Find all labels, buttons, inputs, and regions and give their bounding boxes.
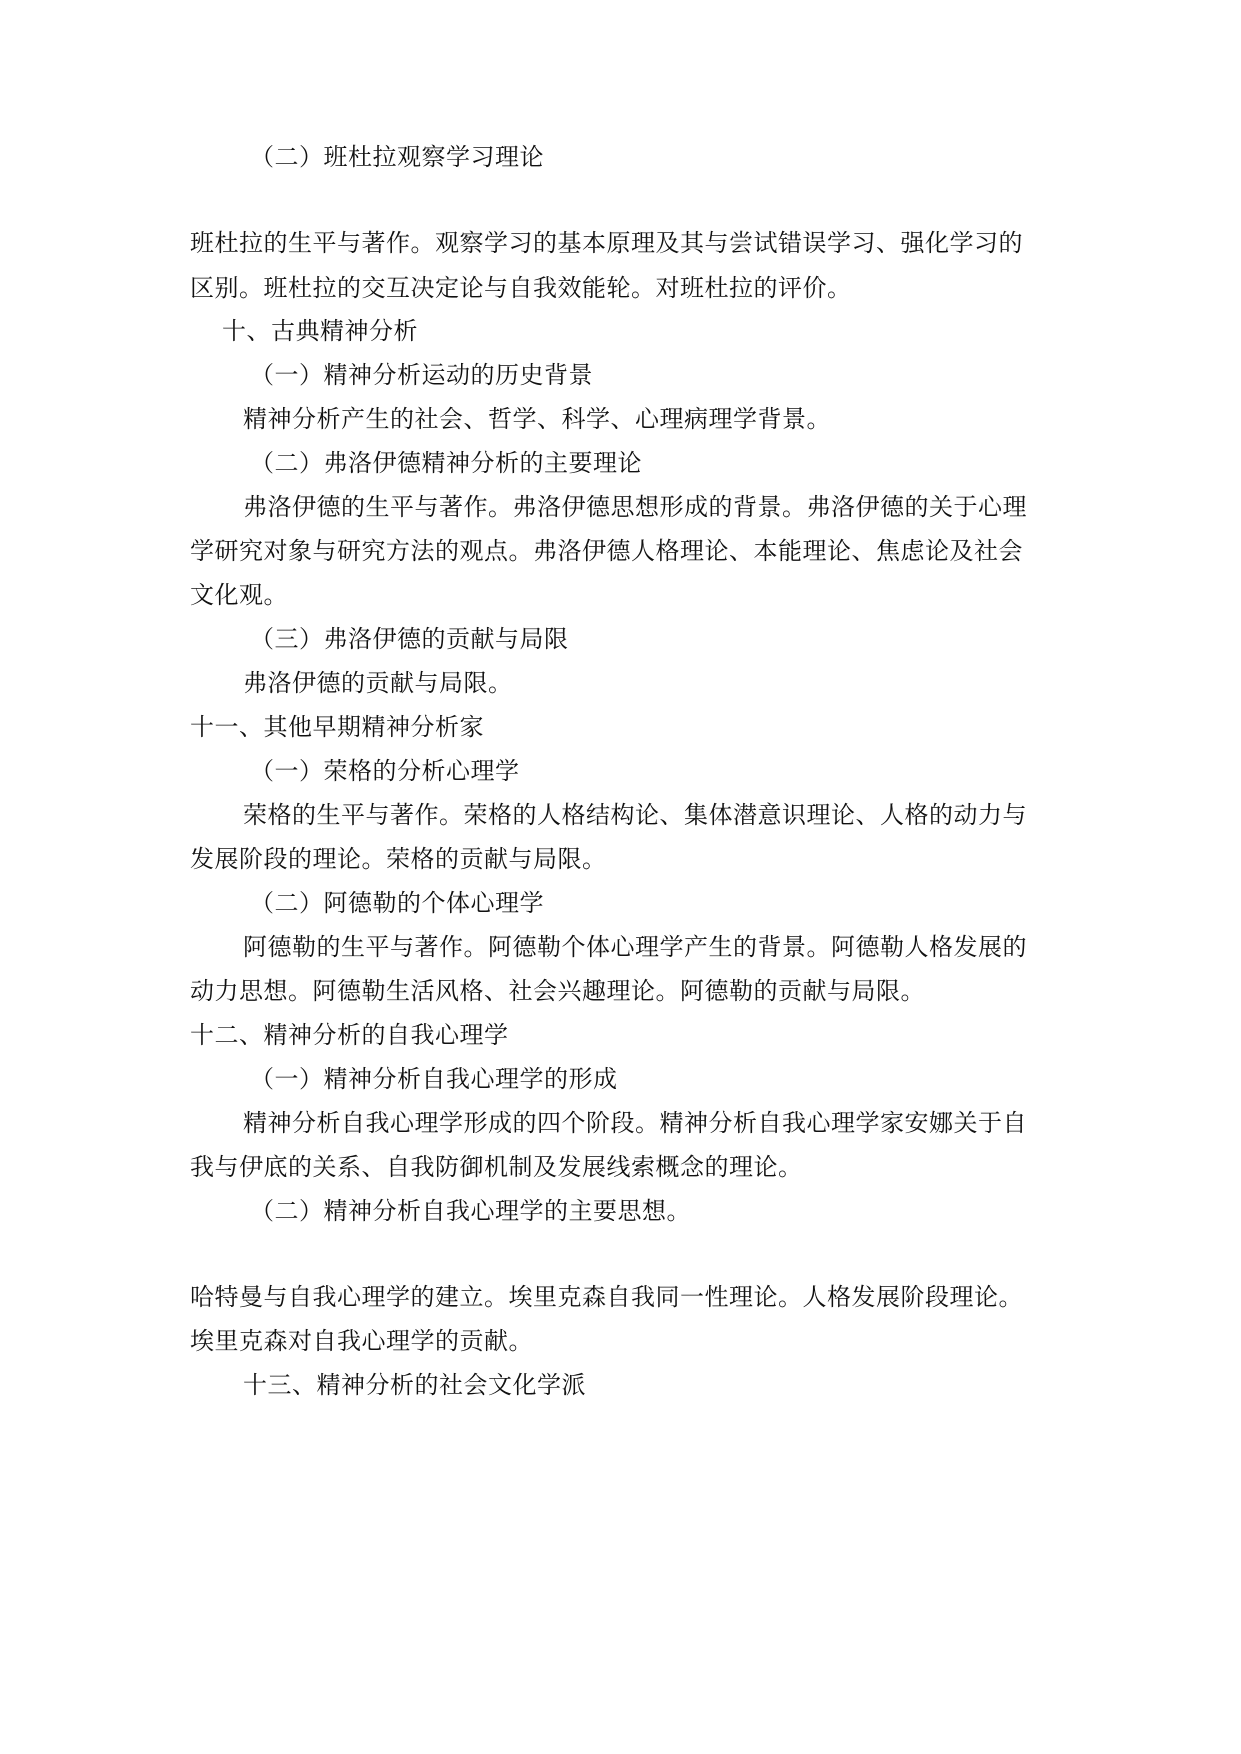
subsection-heading: （二）班杜拉观察学习理论 xyxy=(250,143,544,171)
paragraph-line: 班杜拉的生平与著作。观察学习的基本原理及其与尝试错误学习、强化学习的 xyxy=(190,229,1023,257)
paragraph-line: 弗洛伊德的贡献与局限。 xyxy=(243,669,513,697)
paragraph-line: 精神分析产生的社会、哲学、科学、心理病理学背景。 xyxy=(243,405,831,433)
paragraph-line: 文化观。 xyxy=(190,581,288,609)
paragraph-line: 阿德勒的生平与著作。阿德勒个体心理学产生的背景。阿德勒人格发展的 xyxy=(243,933,1027,961)
subsection-heading: （一）精神分析运动的历史背景 xyxy=(250,361,593,389)
paragraph-line: 发展阶段的理论。荣格的贡献与局限。 xyxy=(190,845,607,873)
subsection-heading: （一）精神分析自我心理学的形成 xyxy=(250,1065,618,1093)
paragraph-line: 埃里克森对自我心理学的贡献。 xyxy=(190,1327,533,1355)
subsection-heading: （三）弗洛伊德的贡献与局限 xyxy=(250,625,569,653)
section-heading: 十三、精神分析的社会文化学派 xyxy=(243,1371,586,1399)
paragraph-line: 荣格的生平与著作。荣格的人格结构论、集体潜意识理论、人格的动力与 xyxy=(243,801,1027,829)
subsection-heading: （二）阿德勒的个体心理学 xyxy=(250,889,544,917)
subsection-heading: （二）精神分析自我心理学的主要思想。 xyxy=(250,1197,691,1225)
paragraph-line: 精神分析自我心理学形成的四个阶段。精神分析自我心理学家安娜关于自 xyxy=(243,1109,1027,1137)
section-heading: 十一、其他早期精神分析家 xyxy=(190,713,484,741)
paragraph-line: 弗洛伊德的生平与著作。弗洛伊德思想形成的背景。弗洛伊德的关于心理 xyxy=(243,493,1027,521)
subsection-heading: （二）弗洛伊德精神分析的主要理论 xyxy=(250,449,642,477)
section-heading: 十二、精神分析的自我心理学 xyxy=(190,1021,509,1049)
paragraph-line: 区别。班杜拉的交互决定论与自我效能轮。对班杜拉的评价。 xyxy=(190,274,852,302)
section-heading: 十、古典精神分析 xyxy=(222,317,418,345)
paragraph-line: 学研究对象与研究方法的观点。弗洛伊德人格理论、本能理论、焦虑论及社会 xyxy=(190,537,1023,565)
paragraph-line: 哈特曼与自我心理学的建立。埃里克森自我同一性理论。人格发展阶段理论。 xyxy=(190,1283,1023,1311)
subsection-heading: （一）荣格的分析心理学 xyxy=(250,757,520,785)
paragraph-line: 我与伊底的关系、自我防御机制及发展线索概念的理论。 xyxy=(190,1153,803,1181)
paragraph-line: 动力思想。阿德勒生活风格、社会兴趣理论。阿德勒的贡献与局限。 xyxy=(190,977,925,1005)
